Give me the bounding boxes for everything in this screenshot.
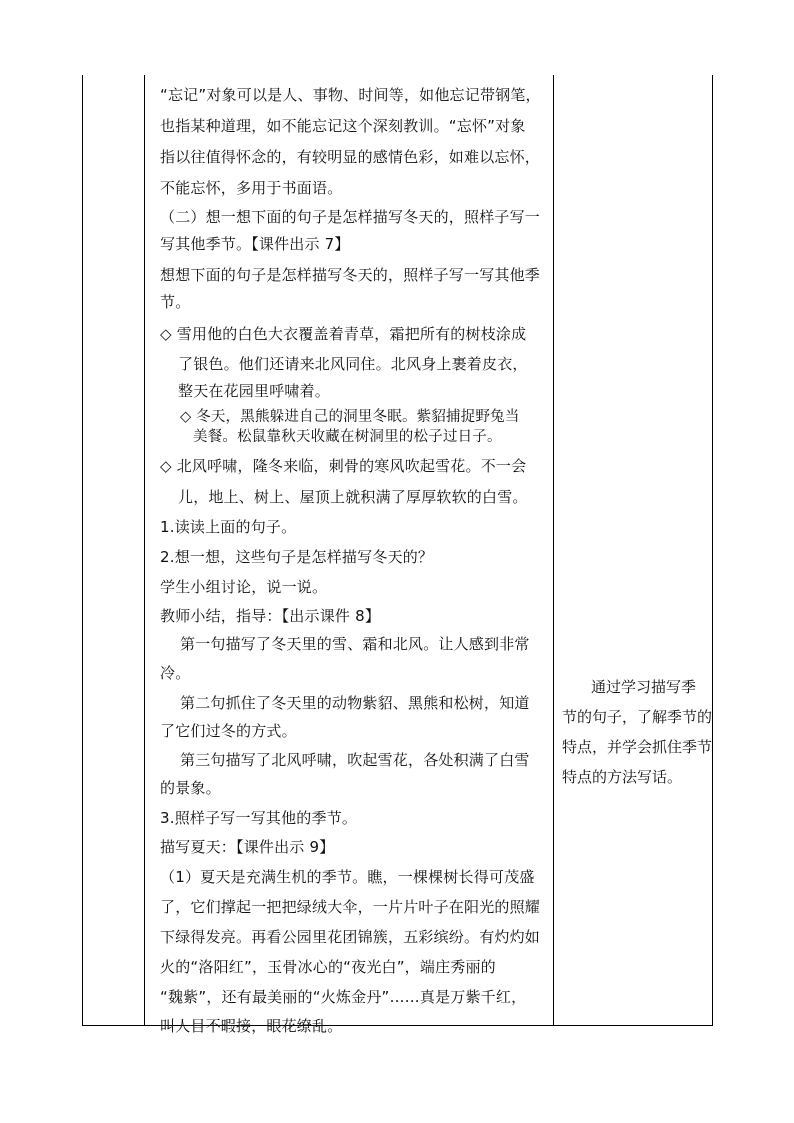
teaching-content-column: [150, 75, 550, 1035]
summary-line-4: 了它们过冬的方式。: [160, 722, 297, 740]
summary-line-3: 第二句抓住了冬天里的动物紫貂、黑熊和松树，知道: [180, 694, 530, 712]
design-intent-column: [560, 75, 713, 1026]
content-line-4: 不能忘怀，多用于书面语。: [160, 179, 343, 197]
content-line-1: “忘记”对象可以是人、事物、时间等，如他忘记带钢笔，: [160, 86, 541, 104]
summer-line-2: 了，它们撑起一把把绿绒大伞，一片片叶子在阳光的照耀: [160, 898, 541, 916]
content-line-8: 节。: [160, 293, 191, 311]
content-line-6: 写其他季节。【课件出示 7】: [160, 235, 350, 253]
summer-line-1: （1）夏天是充满生机的季节。瞧，一棵棵树长得可茂盛: [160, 868, 535, 886]
table-left-border: [82, 75, 83, 1026]
practice-line-1: 3.照样子写一写其他的季节。: [160, 809, 358, 827]
example-line-6: ◇ 北风呼啸，隆冬来临，刺骨的寒风吹起雪花。不一会: [160, 457, 527, 475]
example-line-5: 美餐。松鼠靠秋天收藏在树洞里的松子过日子。: [193, 429, 502, 445]
design-intent-line-1: 通过学习描写季: [591, 678, 697, 696]
design-intent-line-4: 特点的方法写话。: [562, 768, 683, 786]
summer-line-5: “魏紫”，还有最美丽的“火炼金丹”……真是万紫千红，: [160, 988, 527, 1006]
practice-line-2: 描写夏天：【课件出示 9】: [160, 838, 335, 856]
task-line-1: 1.读读上面的句子。: [160, 518, 297, 536]
example-line-3: 整天在花园里呼啸着。: [178, 382, 331, 400]
task-line-4: 教师小结，指导：【出示课件 8】: [160, 607, 381, 625]
summary-line-1: 第一句描写了冬天里的雪、霜和北风。让人感到非常: [180, 635, 530, 653]
example-line-2: 了银色。他们还请来北风同住。北风身上裹着皮衣，: [178, 355, 528, 373]
content-line-5: （二）想一想下面的句子是怎样描写冬天的，照样子写一: [160, 208, 541, 226]
summer-line-4: 火的“洛阳红”，玉骨冰心的“夜光白”，端庄秀丽的: [160, 958, 496, 976]
task-line-3: 学生小组讨论，说一说。: [160, 578, 328, 596]
example-line-1: ◇ 雪用他的白色大衣覆盖着青草，霜把所有的树枝涂成: [160, 325, 527, 343]
table-column-divider-2: [553, 75, 554, 1026]
summer-line-6: 叫人目不暇接，眼花缭乱。: [160, 1017, 343, 1035]
example-line-7: 儿，地上、树上、屋顶上就积满了厚厚软软的白雪。: [178, 488, 528, 506]
summary-line-2: 冷。: [160, 664, 191, 682]
example-line-4: ◇ 冬天，黑熊躲进自己的洞里冬眠。紫貂捕捉野兔当: [180, 409, 520, 425]
content-line-2: 也指某种道理，如不能忘记这个深刻教训。“忘怀”对象: [160, 117, 526, 135]
task-line-2: 2.想一想，这些句子是怎样描写冬天的？: [160, 548, 434, 566]
content-line-7: 想想下面的句子是怎样描写冬天的，照样子写一写其他季: [160, 266, 541, 284]
design-intent-line-2: 节的句子，了解季节的: [562, 708, 713, 726]
summary-line-5: 第三句描写了北风呼啸，吹起雪花，各处积满了白雪: [180, 751, 530, 769]
summer-line-3: 下绿得发亮。再看公园里花团锦簇，五彩缤纷。有灼灼如: [160, 928, 541, 946]
summary-line-6: 的景象。: [160, 779, 221, 797]
lesson-table: [82, 75, 713, 1035]
table-column-divider-1: [144, 75, 145, 1026]
design-intent-line-3: 特点，并学会抓住季节: [562, 738, 713, 756]
content-line-3: 指以往值得怀念的，有较明显的感情色彩，如难以忘怀，: [160, 148, 541, 166]
